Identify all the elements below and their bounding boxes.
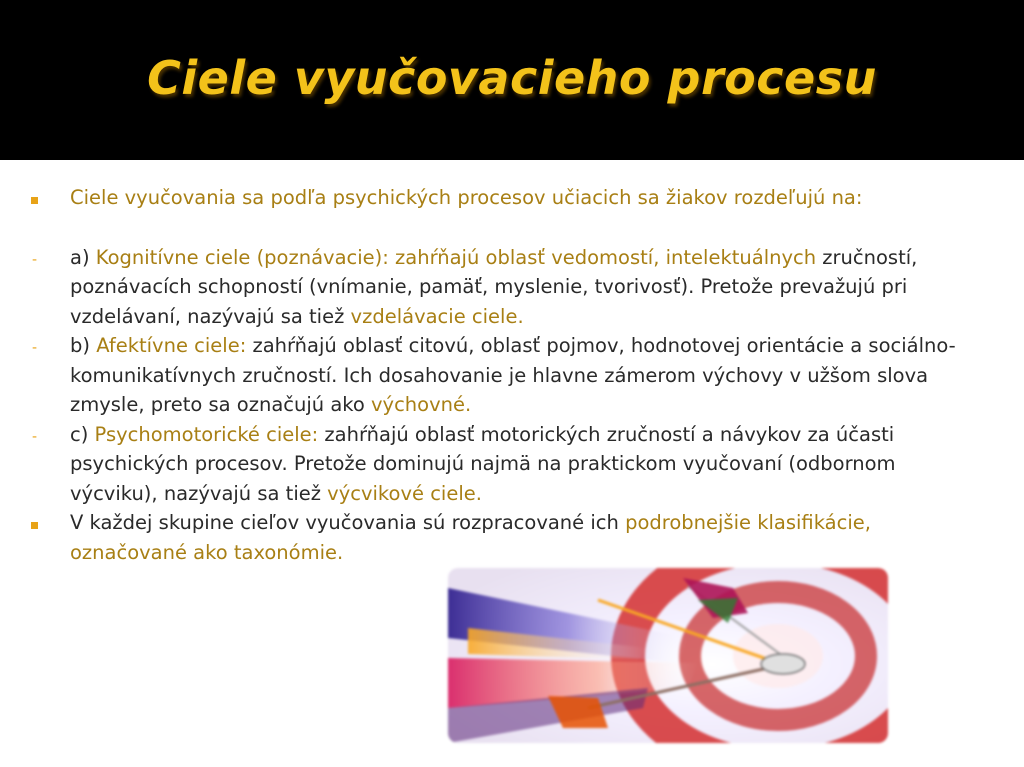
closing-highlight: podrobnejšie klasifikácie, označované ako taxonómie. [70,511,871,564]
darts-target-image [448,568,888,743]
list-item-psychomotor [28,420,988,509]
title-bar [0,0,1024,160]
dash-bullet-icon: - [32,251,38,268]
slide-content [28,183,988,567]
square-bullet-icon [28,508,58,538]
item-prefix: b) [70,334,97,357]
item-highlight-end: vzdelávacie ciele. [350,304,524,328]
item-highlight-end: výcvikové ciele. [327,481,482,505]
square-bullet-icon [28,183,58,213]
list-item-cognitive [28,243,988,332]
item-prefix: c) [70,422,95,446]
item-prefix: a) [70,245,96,269]
item-text: zručností, poznávacích schopností (vnímanie, pamäť, myslenie, tvorivosť). Pretože prevažujú pri vzdelávaní, nazývajú sa tiež [70,245,918,328]
item-highlight: Psychomotorické ciele: [94,422,319,446]
dash-bullet-icon: - [32,428,38,445]
bullet-closing [28,508,988,567]
intro-text: Ciele vyučovania sa podľa psychických procesov učiacich sa žiakov rozdeľujú na: [70,186,863,209]
list-item-affective [28,331,988,420]
item-highlight-end: výchovné. [371,393,472,416]
slide-title: Ciele vyučovacieho procesu [147,51,877,105]
dash-bullet-icon: - [32,340,38,356]
item-highlight: Kognitívne ciele (poznávacie): zahŕňajú oblasť vedomostí, intelektuálnych [95,245,817,269]
item-text: zahŕňajú oblasť citovú, oblasť pojmov, hodnotovej orientácie a sociálno-komunikatívnych zručností. Ich dosahovanie je hlavne zámerom výchovy v užšom slova zmysle, preto sa označujú ako [70,334,956,416]
darts-target-illustration [448,568,888,743]
item-text: zahŕňajú oblasť motorických zručností a návykov za účasti psychických procesov. Pretože dominujú najmä na praktickom vyučovaní (odbornom výcviku), nazývajú sa tiež [70,422,896,505]
closing-text: V každej skupine cieľov vyučovania sú rozpracované ich [70,511,626,534]
bullet-intro [28,183,988,213]
item-highlight: Afektívne ciele: [96,334,247,357]
